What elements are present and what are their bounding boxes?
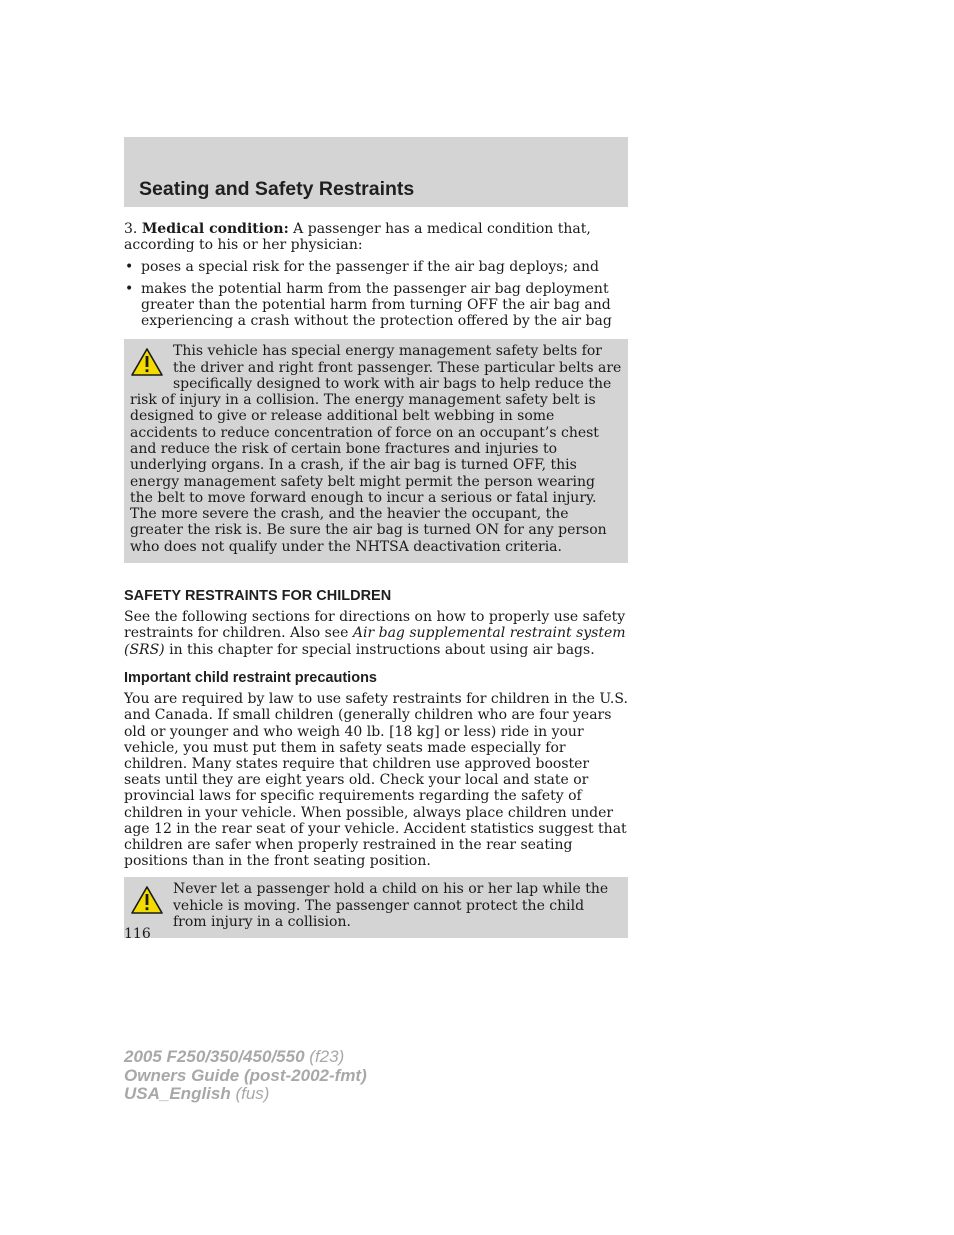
footer-line-language <box>124 1085 367 1104</box>
section-heading: SAFETY RESTRAINTS FOR CHILDREN <box>124 588 392 605</box>
page-number: 116 <box>124 926 151 942</box>
footer-guide: Owners Guide (post-2002-fmt) <box>124 1065 367 1085</box>
warning-text: This vehicle has special energy management safety belts for the driver and right front passenger. These particular belts are specifically designed to work with air bags to help reduce the risk of injury in a collision. The energy management safety belt is designed to give or release additional belt webbing in some accidents to reduce concentration of force on an occupant’s chest and reduce the risk of certain bone fractures and injuries to underlying organs. In a crash, if the air bag is turned OFF, this energy management safety belt might permit the person wearing the belt to move forward enough to incur a serious or fatal injury. The more severe the crash, and the heavier the occupant, the greater the risk is. Be sure the air bag is turned ON for any person who does not qualify under the NHTSA deactivation criteria. <box>130 343 622 555</box>
section-header-band <box>124 137 628 207</box>
footer-language: USA_English <box>124 1084 231 1103</box>
item-number: 3. <box>124 221 138 237</box>
list-item-text: poses a special risk for the passenger if the air bag deploys; and <box>141 259 599 276</box>
list-item <box>124 259 630 275</box>
footer-model: 2005 F250/350/450/550 <box>124 1047 305 1066</box>
warning-triangle-icon <box>130 885 164 915</box>
precautions-paragraph: You are required by law to use safety restraints for children in the U.S. and Canada. If small children (generally children who are four years old or younger and who weigh 40 lb. [18 kg] or less) ride in your vehicle, you must put them in safety seats made especially for children. Many states require that children use approved booster seats until they are eight years old. Check your local and state or provincial laws for specific requirements regarding the safety of children in your vehicle. When possible, always place children under age 12 in the rear seat of your vehicle. Accident statistics suggest that children are safer when properly restrained in the rear seating positions than in the front seating position. <box>124 691 628 870</box>
footer-language-code: (fus) <box>230 1084 270 1103</box>
medical-condition-label: Medical condition: <box>141 221 289 237</box>
bullet-icon: • <box>125 259 134 276</box>
warning-text: Never let a passenger hold a child on his or her lap while the vehicle is moving. The passenger cannot protect the child from injury in a collision. <box>173 881 609 930</box>
subsection-heading: Important child restraint precautions <box>124 669 377 686</box>
list-item-text: makes the potential harm from the passenger air bag deployment greater than the potential harm from turning OFF the air bag and experiencing a crash without the protection offered by the air bag <box>141 280 612 330</box>
warning-box-safety-belts <box>124 339 628 563</box>
bullet-icon: • <box>125 280 134 297</box>
page-content <box>124 221 630 938</box>
footer-line-guide <box>124 1067 367 1086</box>
warning-triangle-icon <box>130 347 164 377</box>
medical-condition-paragraph <box>124 221 630 253</box>
bullet-list <box>124 259 630 329</box>
page-title: Seating and Safety Restraints <box>139 178 415 200</box>
document-footer <box>124 1048 367 1104</box>
warning-box-child-lap <box>124 877 628 938</box>
medical-condition-text: A passenger has a medical condition that, according to his or her physician: <box>124 221 591 254</box>
list-item <box>124 281 630 330</box>
intro-text-end: in this chapter for special instructions about using air bags. <box>164 641 595 658</box>
srs-reference: Air bag supplemental restraint system (SRS) <box>124 625 626 658</box>
footer-line-model <box>124 1048 367 1067</box>
intro-text: See the following sections for directions on how to properly use safety restraints for children. Also see <box>124 609 626 642</box>
footer-model-code: (f23) <box>304 1047 345 1066</box>
section-intro-paragraph <box>124 609 630 658</box>
